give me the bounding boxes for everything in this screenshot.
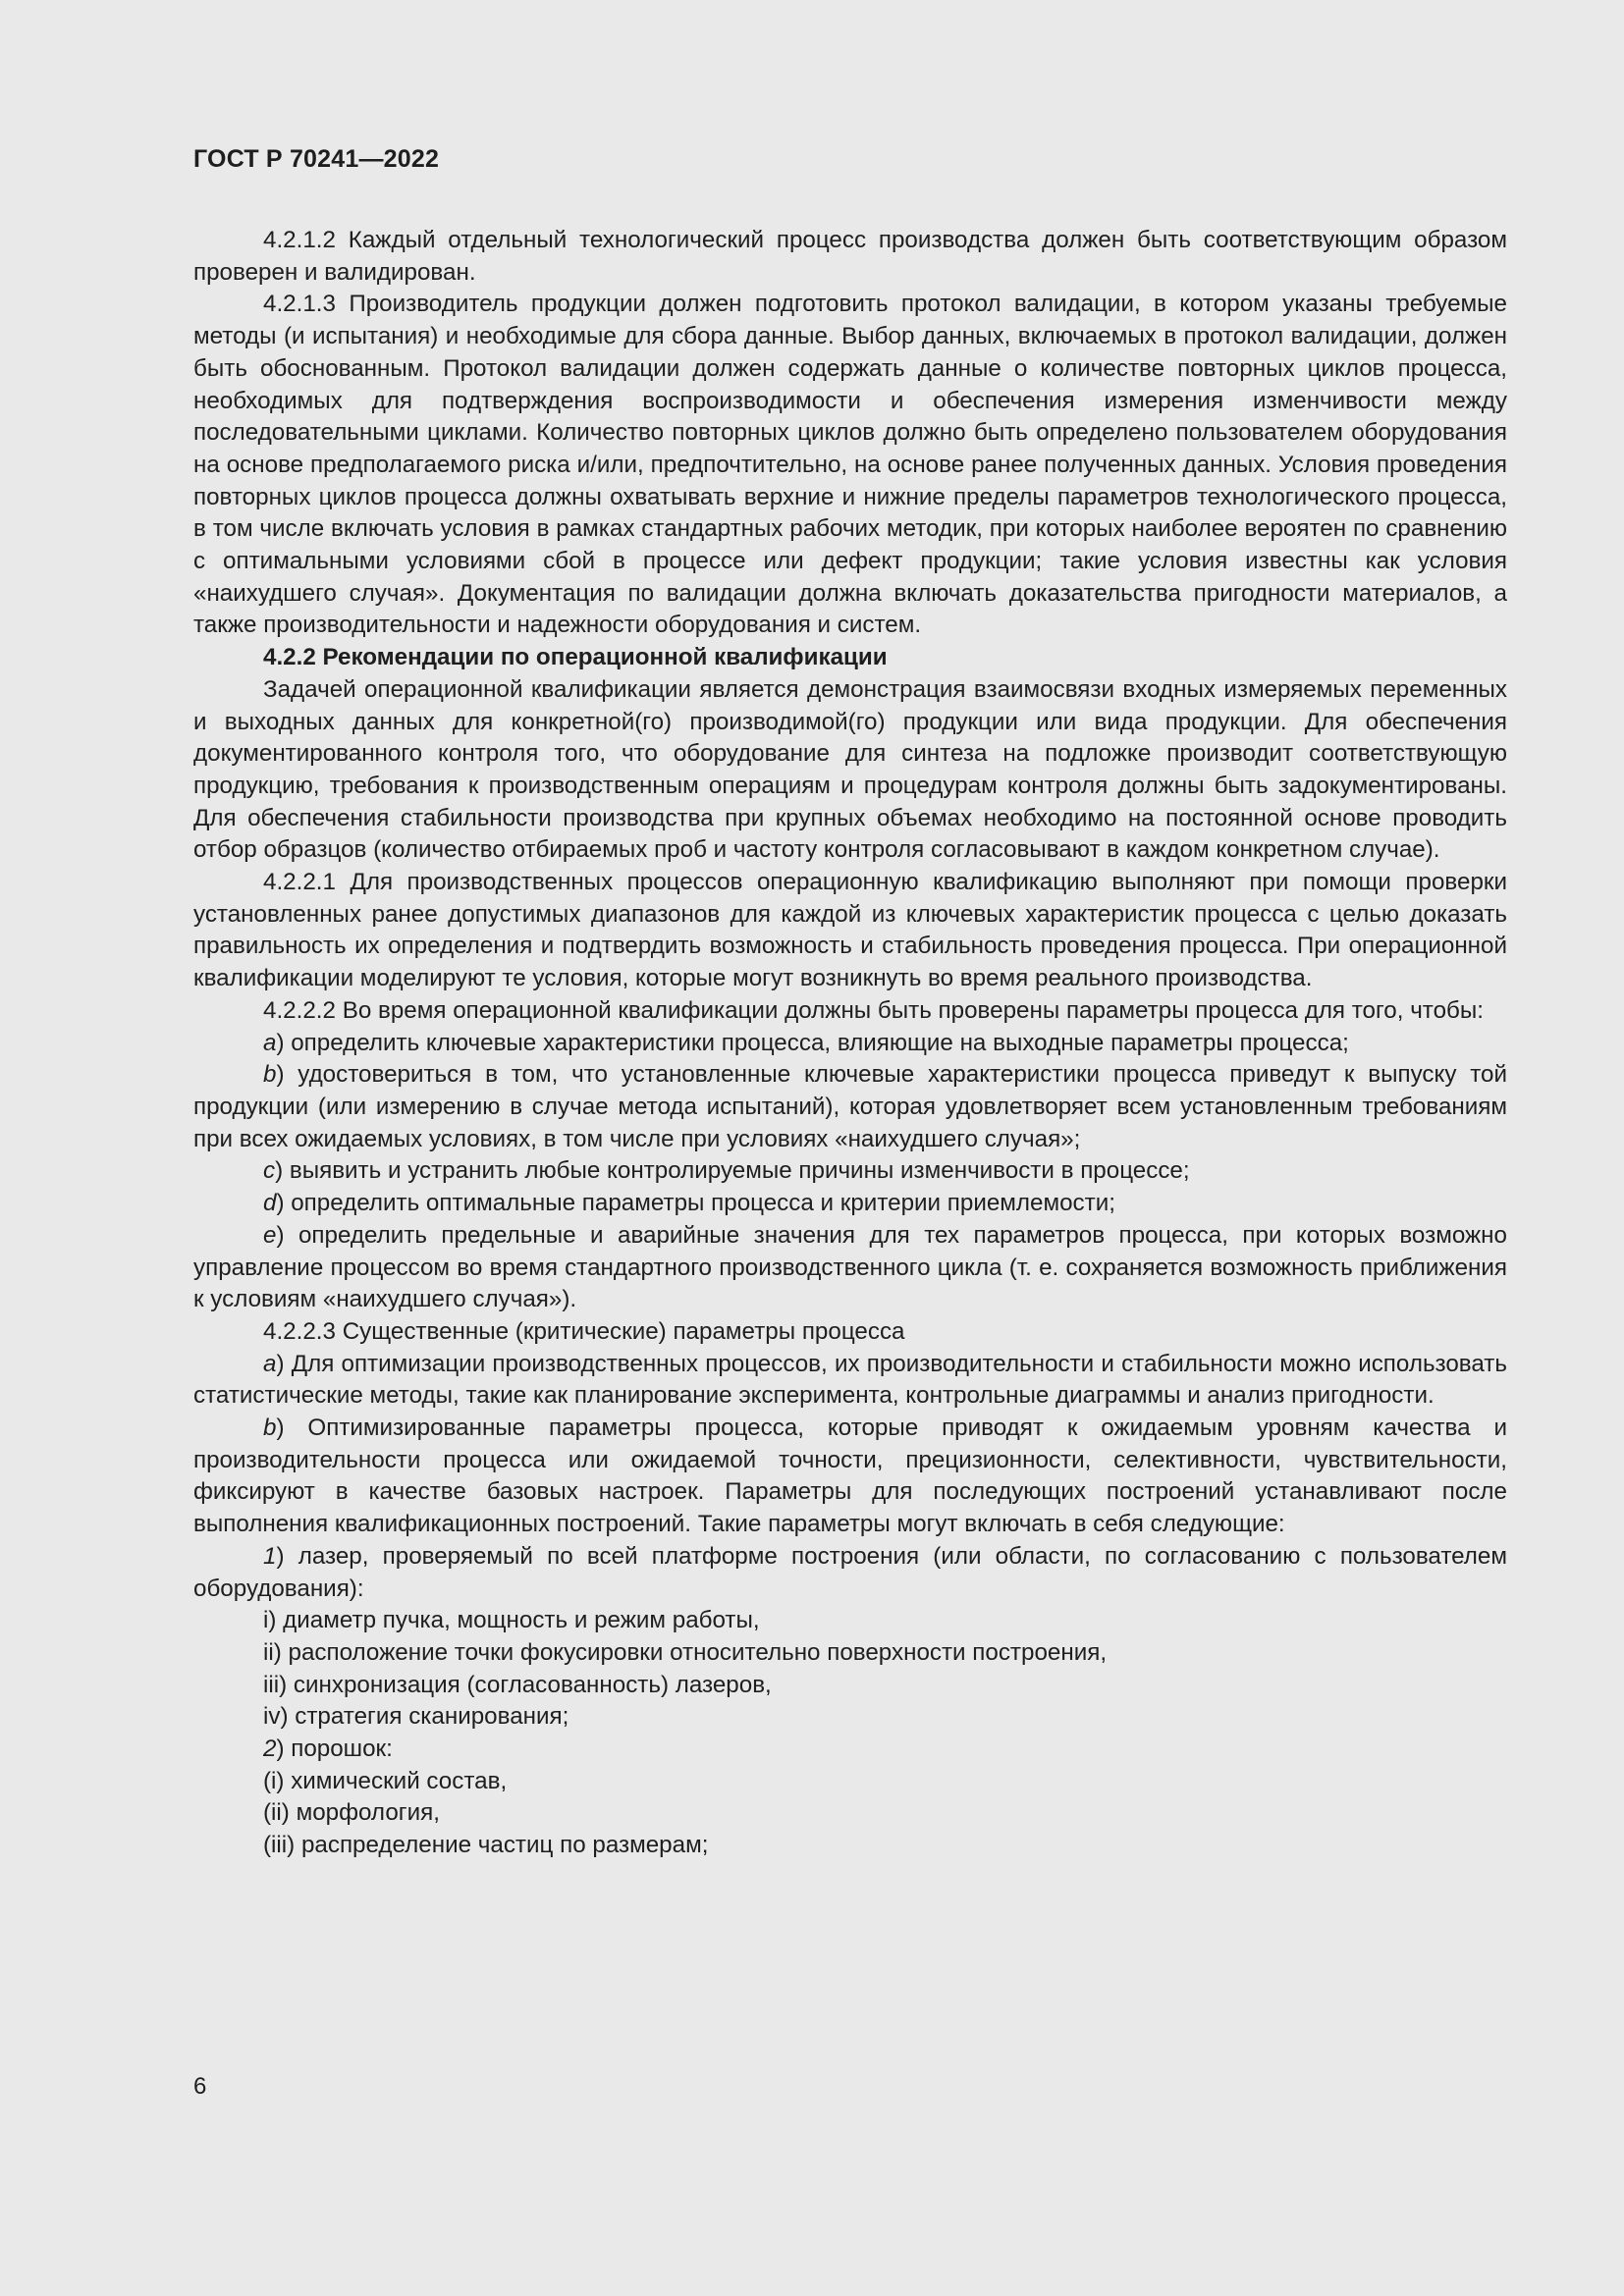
- paragraph-oq-intro: Задачей операционной квалификации является демонстрация взаимосвязи входных измеряемых переменных и выходных данных для конкретной(го) производимой(го) продукции или вида продукции. Для обеспечения документированного контроля того, что оборудование для синтеза на подложке производит соответствующую продукцию, требования к производственным операциям и процедурам контроля должны быть задокументированы. Для обеспечения стабильности производства при крупных объемах необходимо на постоянной основе проводить отбор образцов (количество отбираемых проб и частоту контроля согласовывают в каждом конкретном случае).: [193, 675, 1507, 864]
- list-item-text: ) порошок:: [276, 1735, 393, 1763]
- list-item-2: [193, 1734, 1507, 1766]
- list-item-text: ) Оптимизированные параметры процесса, которые приводят к ожидаемым уровням качества и производительности процесса или ожидаемой точности, прецизионности, селективности, чувствительности, фиксируют в качестве базовых настроек. Параметры для последующих построений устанавливают после выполнения квалификационных построений. Такие параметры могут включать в себя следующие:: [193, 1415, 1507, 1538]
- list-item-a: [193, 1349, 1507, 1413]
- list-marker: 1: [263, 1542, 277, 1570]
- list-item-text: ) определить предельные и аварийные значения для тех параметров процесса, при которых возможно управление процессом во время стандартного производственного цикла (т. е. сохраняется возможность приближения к условиям «наихудшего случая»).: [193, 1221, 1507, 1313]
- list-item-text: ) лазер, проверяемый по всей платформе построения (или области, по согласованию с пользователем оборудования):: [193, 1542, 1507, 1602]
- sub-item-iv: iv) стратегия сканирования;: [263, 1703, 569, 1731]
- list-marker: c: [263, 1157, 276, 1185]
- list-item-text: ) удостовериться в том, что установленные ключевые характеристики процесса приведут к выпуску той продукции (или измерению в случае метода испытаний), которая удовлетворяет всем установленным требованиям при всех ожидаемых условиях, в том числе при условиях «наихудшего случая»;: [193, 1061, 1507, 1152]
- paragraph-4-2-2-1: 4.2.2.1 Для производственных процессов операционную квалификацию выполняют при помощи проверки установленных ранее допустимых диапазонов для каждой из ключевых характеристик процесса с целью доказать правильность их определения и подтвердить возможность и стабильность проведения процесса. При операционной квалификации моделируют те условия, которые могут возникнуть во время реального производства.: [193, 869, 1507, 992]
- list-marker: e: [263, 1221, 277, 1249]
- list-marker: a: [263, 1350, 277, 1377]
- list-item-e: [193, 1220, 1507, 1316]
- paragraph-4-2-1-2: 4.2.1.2 Каждый отдельный технологический процесс производства должен быть соответствующим образом проверен и валидирован.: [193, 227, 1507, 286]
- sub-item-iii: (iii) распределение частиц по размерам;: [263, 1832, 709, 1859]
- list-item-a: [193, 1028, 1507, 1060]
- list-marker: a: [263, 1029, 277, 1056]
- list-marker: d: [263, 1190, 277, 1217]
- list-marker: 2: [263, 1735, 277, 1763]
- page-number: 6: [193, 2073, 207, 2100]
- list-marker: b: [263, 1415, 277, 1442]
- paragraph-4-2-2-3: 4.2.2.3 Существенные (критические) параметры процесса: [263, 1317, 905, 1345]
- paragraph-4-2-2-2: 4.2.2.2 Во время операционной квалификации должны быть проверены параметры процесса для того, чтобы:: [263, 996, 1485, 1024]
- sub-item-ii: (ii) морфология,: [263, 1799, 440, 1827]
- paragraph-4-2-1-3: 4.2.1.3 Производитель продукции должен подготовить протокол валидации, в котором указаны требуемые методы (и испытания) и необходимые для сбора данные. Выбор данных, включаемых в протокол валидации, должен быть обоснованным. Протокол валидации должен содержать данные о количестве повторных циклов процесса, необходимых для подтверждения воспроизводимости и обеспечения измерения изменчивости между последовательными циклами. Количество повторных циклов должно быть определено пользователем оборудования на основе предполагаемого риска и/или, предпочтительно, на основе ранее полученных данных. Условия проведения повторных циклов процесса должны охватывать верхние и нижние пределы параметров технологического процесса, в том числе включать условия в рамках стандартных рабочих методик, при которых наиболее вероятен по сравнению с оптимальными условиями сбой в процессе или дефект продукции; такие условия известны как условия «наихудшего случая». Документация по валидации должна включать доказательства пригодности материалов, а также производительности и надежности оборудования и систем.: [193, 291, 1507, 639]
- list-item-1: [193, 1541, 1507, 1605]
- list-item-c: [193, 1155, 1507, 1188]
- list-item-text: ) определить оптимальные параметры процесса и критерии приемлемости;: [276, 1190, 1115, 1217]
- sub-item-ii: ii) расположение точки фокусировки относительно поверхности построения,: [263, 1638, 1108, 1666]
- list-marker: b: [263, 1061, 277, 1089]
- document-header: ГОСТ Р 70241—2022: [193, 145, 440, 173]
- sub-item-i: (i) химический состав,: [263, 1767, 508, 1794]
- list-item-text: ) выявить и устранить любые контролируемые причины изменчивости в процессе;: [275, 1157, 1190, 1185]
- list-item-text: ) Для оптимизации производственных процессов, их производительности и стабильности можно использовать статистические методы, такие как планирование эксперимента, контрольные диаграммы и анализ пригодности.: [193, 1350, 1507, 1410]
- list-item-b: [193, 1059, 1507, 1155]
- document-body: [193, 225, 1507, 1862]
- list-item-b: [193, 1413, 1507, 1541]
- sub-item-i: i) диаметр пучка, мощность и режим работы,: [263, 1607, 760, 1634]
- list-item-text: ) определить ключевые характеристики процесса, влияющие на выходные параметры процесса;: [276, 1029, 1349, 1056]
- section-heading-4-2-2: 4.2.2 Рекомендации по операционной квалификации: [263, 644, 888, 671]
- sub-item-iii: iii) синхронизация (согласованность) лазеров,: [263, 1671, 772, 1698]
- list-item-d: [193, 1188, 1507, 1220]
